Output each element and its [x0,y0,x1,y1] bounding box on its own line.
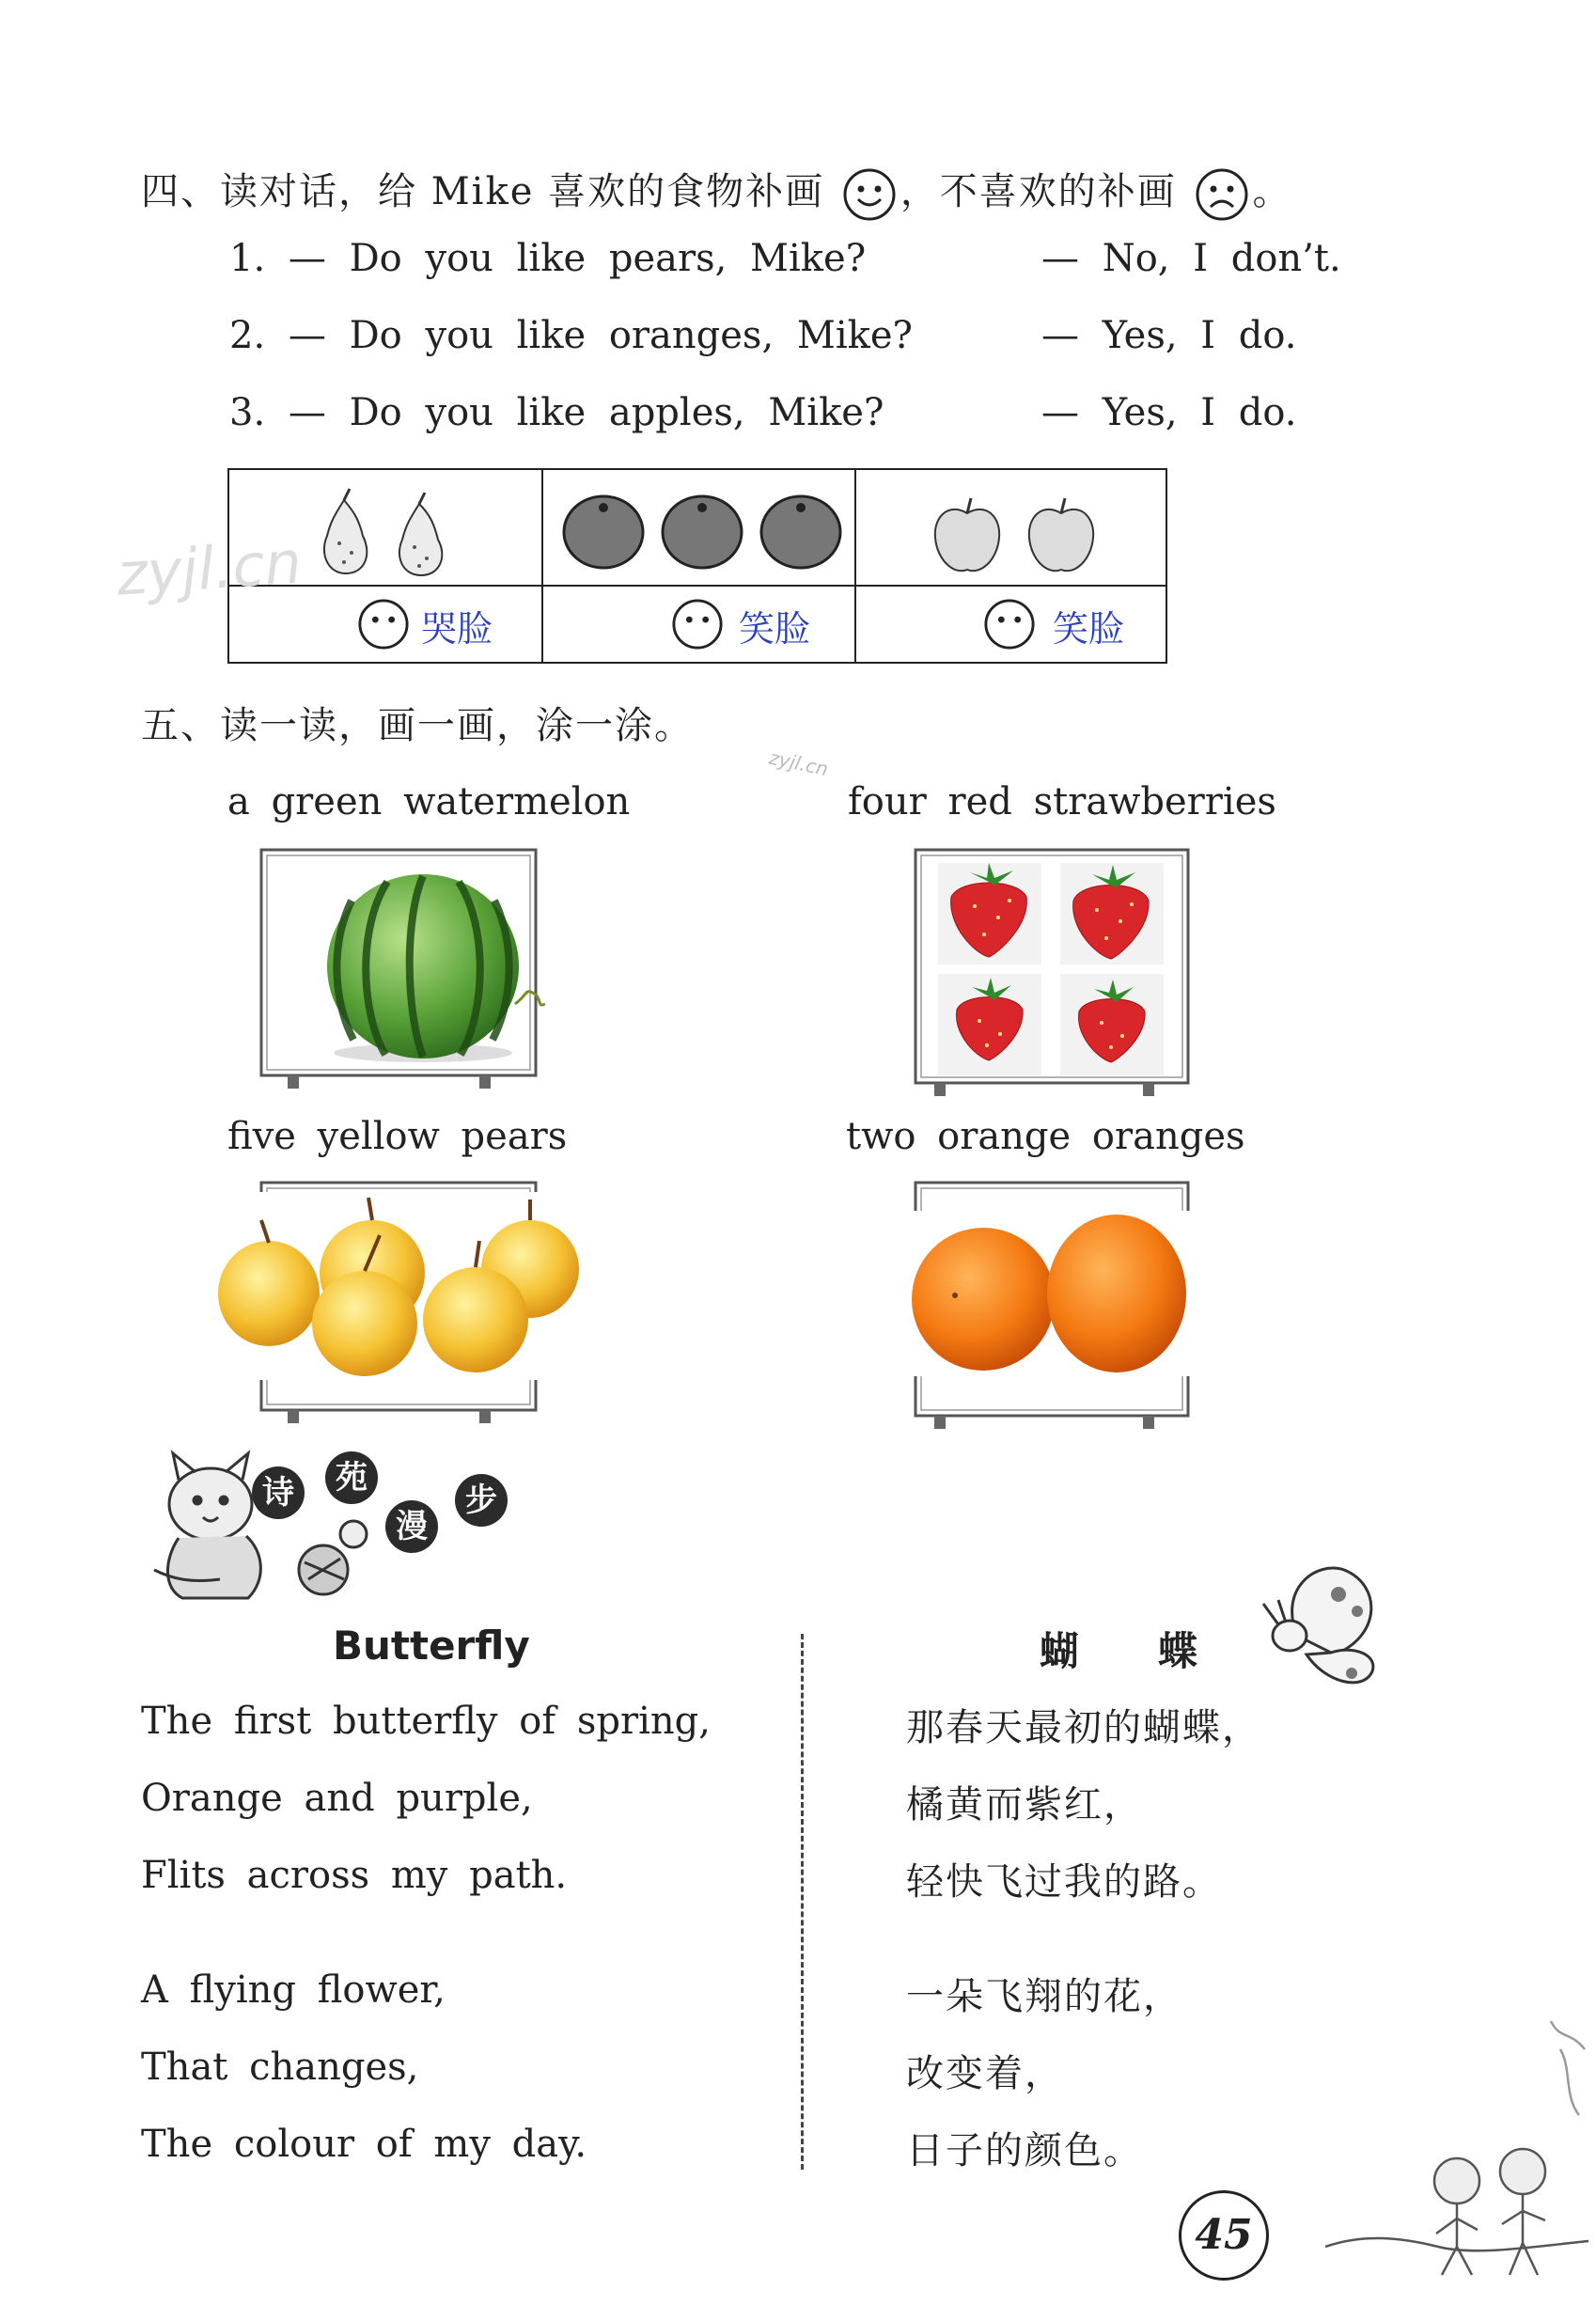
dialogue-number: 2. [229,314,266,357]
dialogue-1-answer: — No, I don’t. [1041,237,1341,280]
orange-oranges-image [908,1211,1190,1376]
strawberries-image [932,859,1179,1081]
dialogue-2 [229,314,913,357]
apples-icon [930,489,1108,583]
poem-line-en-1: The first butterfly of spring, [141,1700,711,1743]
poetry-badge-1: 诗 [252,1466,305,1519]
answer-face-icon [983,598,1036,651]
dialogue-1 [229,237,866,280]
section4-title-mid: ，不喜欢的补画 [900,170,1177,213]
poem-line-cn-5: 改变着， [906,2052,1064,2095]
section4-title [141,162,1292,222]
pears-icon [306,487,476,581]
item-label-oranges: two orange oranges [846,1115,1245,1158]
dialogue-3-answer: — Yes, I do. [1041,391,1297,434]
section5-title: 五、读一读，画一画，涂一涂。 [141,704,694,747]
sad-face-icon [1195,167,1249,222]
poem-line-cn-4: 一朵飞翔的花， [906,1975,1182,2018]
poem-chinese-title: 蝴 蝶 [1040,1628,1198,1674]
table-divider [229,585,1166,587]
poem-line-en-2: Orange and purple, [141,1777,533,1820]
dialogue-question: — Do you like apples, Mike? [288,391,884,434]
answer-2: 笑脸 [739,608,811,650]
answer-face-icon [357,598,410,651]
answer-face-icon [671,598,724,651]
dialogue-2-answer: — Yes, I do. [1041,314,1297,357]
dialogue-number: 1. [229,237,266,280]
poem-line-en-5: That changes, [141,2046,419,2089]
poem-line-cn-1: 那春天最初的蝴蝶， [906,1706,1261,1749]
poem-divider [801,1634,804,2170]
dialogue-question: — Do you like pears, Mike? [288,237,867,280]
poetry-badge-2: 苑 [325,1451,378,1504]
poem-line-en-3: Flits across my path. [141,1854,568,1897]
poetry-badge-3: 漫 [385,1500,438,1553]
poem-line-cn-2: 橘黄而紫红， [906,1783,1143,1827]
butterfly-illustration [1241,1551,1391,1701]
children-walking-illustration [1325,2012,1588,2294]
item-label-strawberries: four red strawberries [848,780,1276,823]
poetry-badge-4: 步 [455,1474,508,1527]
oranges-icon [558,491,846,575]
dialogue-number: 3. [229,391,266,434]
poem-line-en-6: The colour of my day. [141,2123,587,2166]
item-label-watermelon: a green watermelon [227,780,631,823]
dialogue-question: — Do you like oranges, Mike? [288,314,913,357]
answer-1: 哭脸 [421,608,493,650]
section4-title-end: 。 [1252,170,1292,213]
answer-3: 笑脸 [1053,608,1125,650]
yellow-pears-image [214,1192,581,1380]
watermelon-image [282,863,545,1070]
fruit-table [227,468,1167,664]
poem-english-title: Butterfly [333,1623,530,1669]
poem-line-cn-3: 轻快飞过我的路。 [906,1860,1222,1904]
item-label-pears: five yellow pears [227,1115,568,1158]
smile-face-icon [842,167,897,222]
watermark-small: zyjl.cn [767,745,831,781]
page-number: 45 [1179,2190,1269,2281]
dialogue-3 [229,391,884,434]
poem-line-en-4: A flying flower, [141,1968,446,2012]
section4-title-pre: 四、读对话，给 Mike 喜欢的食物补画 [141,170,825,213]
watermark-large: zyjl.cn [114,527,305,609]
poem-line-cn-6: 日子的颜色。 [906,2129,1143,2172]
